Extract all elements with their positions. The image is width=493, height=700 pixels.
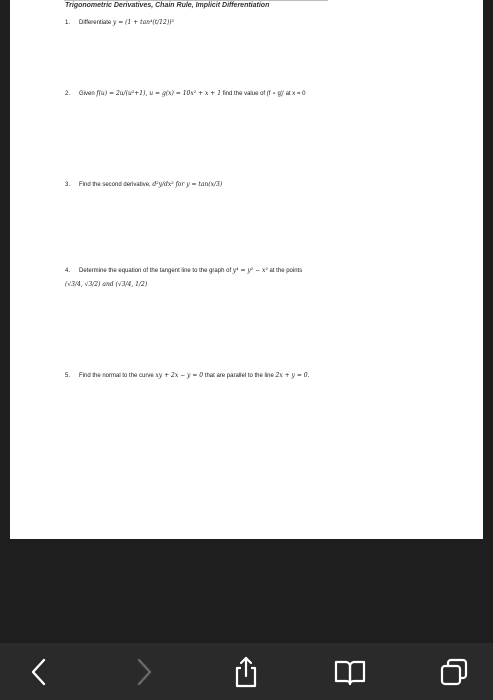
chevron-right-icon — [134, 658, 154, 686]
problem-4 — [65, 266, 302, 290]
document-page — [10, 0, 483, 539]
problem-number: 1. — [65, 20, 71, 26]
problem-2 — [65, 89, 305, 99]
page-title: Trigonometric Derivatives, Chain Rule, Implicit Differentiation — [65, 2, 270, 9]
back-button[interactable] — [22, 655, 56, 689]
tabs-button[interactable] — [437, 655, 471, 689]
book-icon — [334, 658, 366, 686]
problem-5 — [65, 371, 310, 381]
problem-number: 2. — [65, 91, 71, 97]
problem-math: y = (1 + tan⁴(t/12))³ — [112, 19, 174, 26]
problem-label: Find the second derivative, — [79, 182, 151, 188]
problem-number: 5. — [65, 373, 71, 379]
share-button[interactable] — [229, 655, 263, 689]
problem-label: Differentiate — [79, 20, 112, 26]
bottom-toolbar — [0, 643, 493, 700]
problem-suffix: that are parallel to the line — [204, 373, 274, 379]
problem-math: y⁴ = y² − x² — [232, 267, 268, 274]
bookmarks-button[interactable] — [333, 655, 367, 689]
problem-math: f(u) = 2u/(u²+1), u = g(x) = 10x² + x + 1 — [96, 90, 222, 97]
chevron-left-icon — [29, 658, 49, 686]
problem-number: 3. — [65, 182, 71, 188]
problem-math-2: 2x + y = 0. — [275, 372, 310, 379]
problem-points: (√3/4, √3/2) and (√3/4, 1/2) — [65, 281, 148, 288]
problem-label: Determine the equation of the tangent line to the graph of — [79, 268, 232, 274]
problem-label: Given — [79, 91, 95, 97]
problem-math: xy + 2x − y = 0 — [155, 372, 204, 379]
problem-3 — [65, 180, 222, 190]
problem-number: 4. — [65, 268, 71, 274]
forward-button[interactable] — [127, 655, 161, 689]
share-icon — [232, 656, 260, 688]
tabs-icon — [439, 657, 469, 687]
problem-math: d²y/dx² for y = tan(x/3) — [152, 181, 223, 188]
problem-label: Find the normal to the curve — [79, 373, 154, 379]
problem-suffix: at the points — [269, 268, 303, 274]
header-divider — [64, 0, 328, 1]
problem-suffix: find the value of (f ∘ g)′ at x = 0 — [222, 91, 306, 97]
problem-1 — [65, 18, 174, 28]
